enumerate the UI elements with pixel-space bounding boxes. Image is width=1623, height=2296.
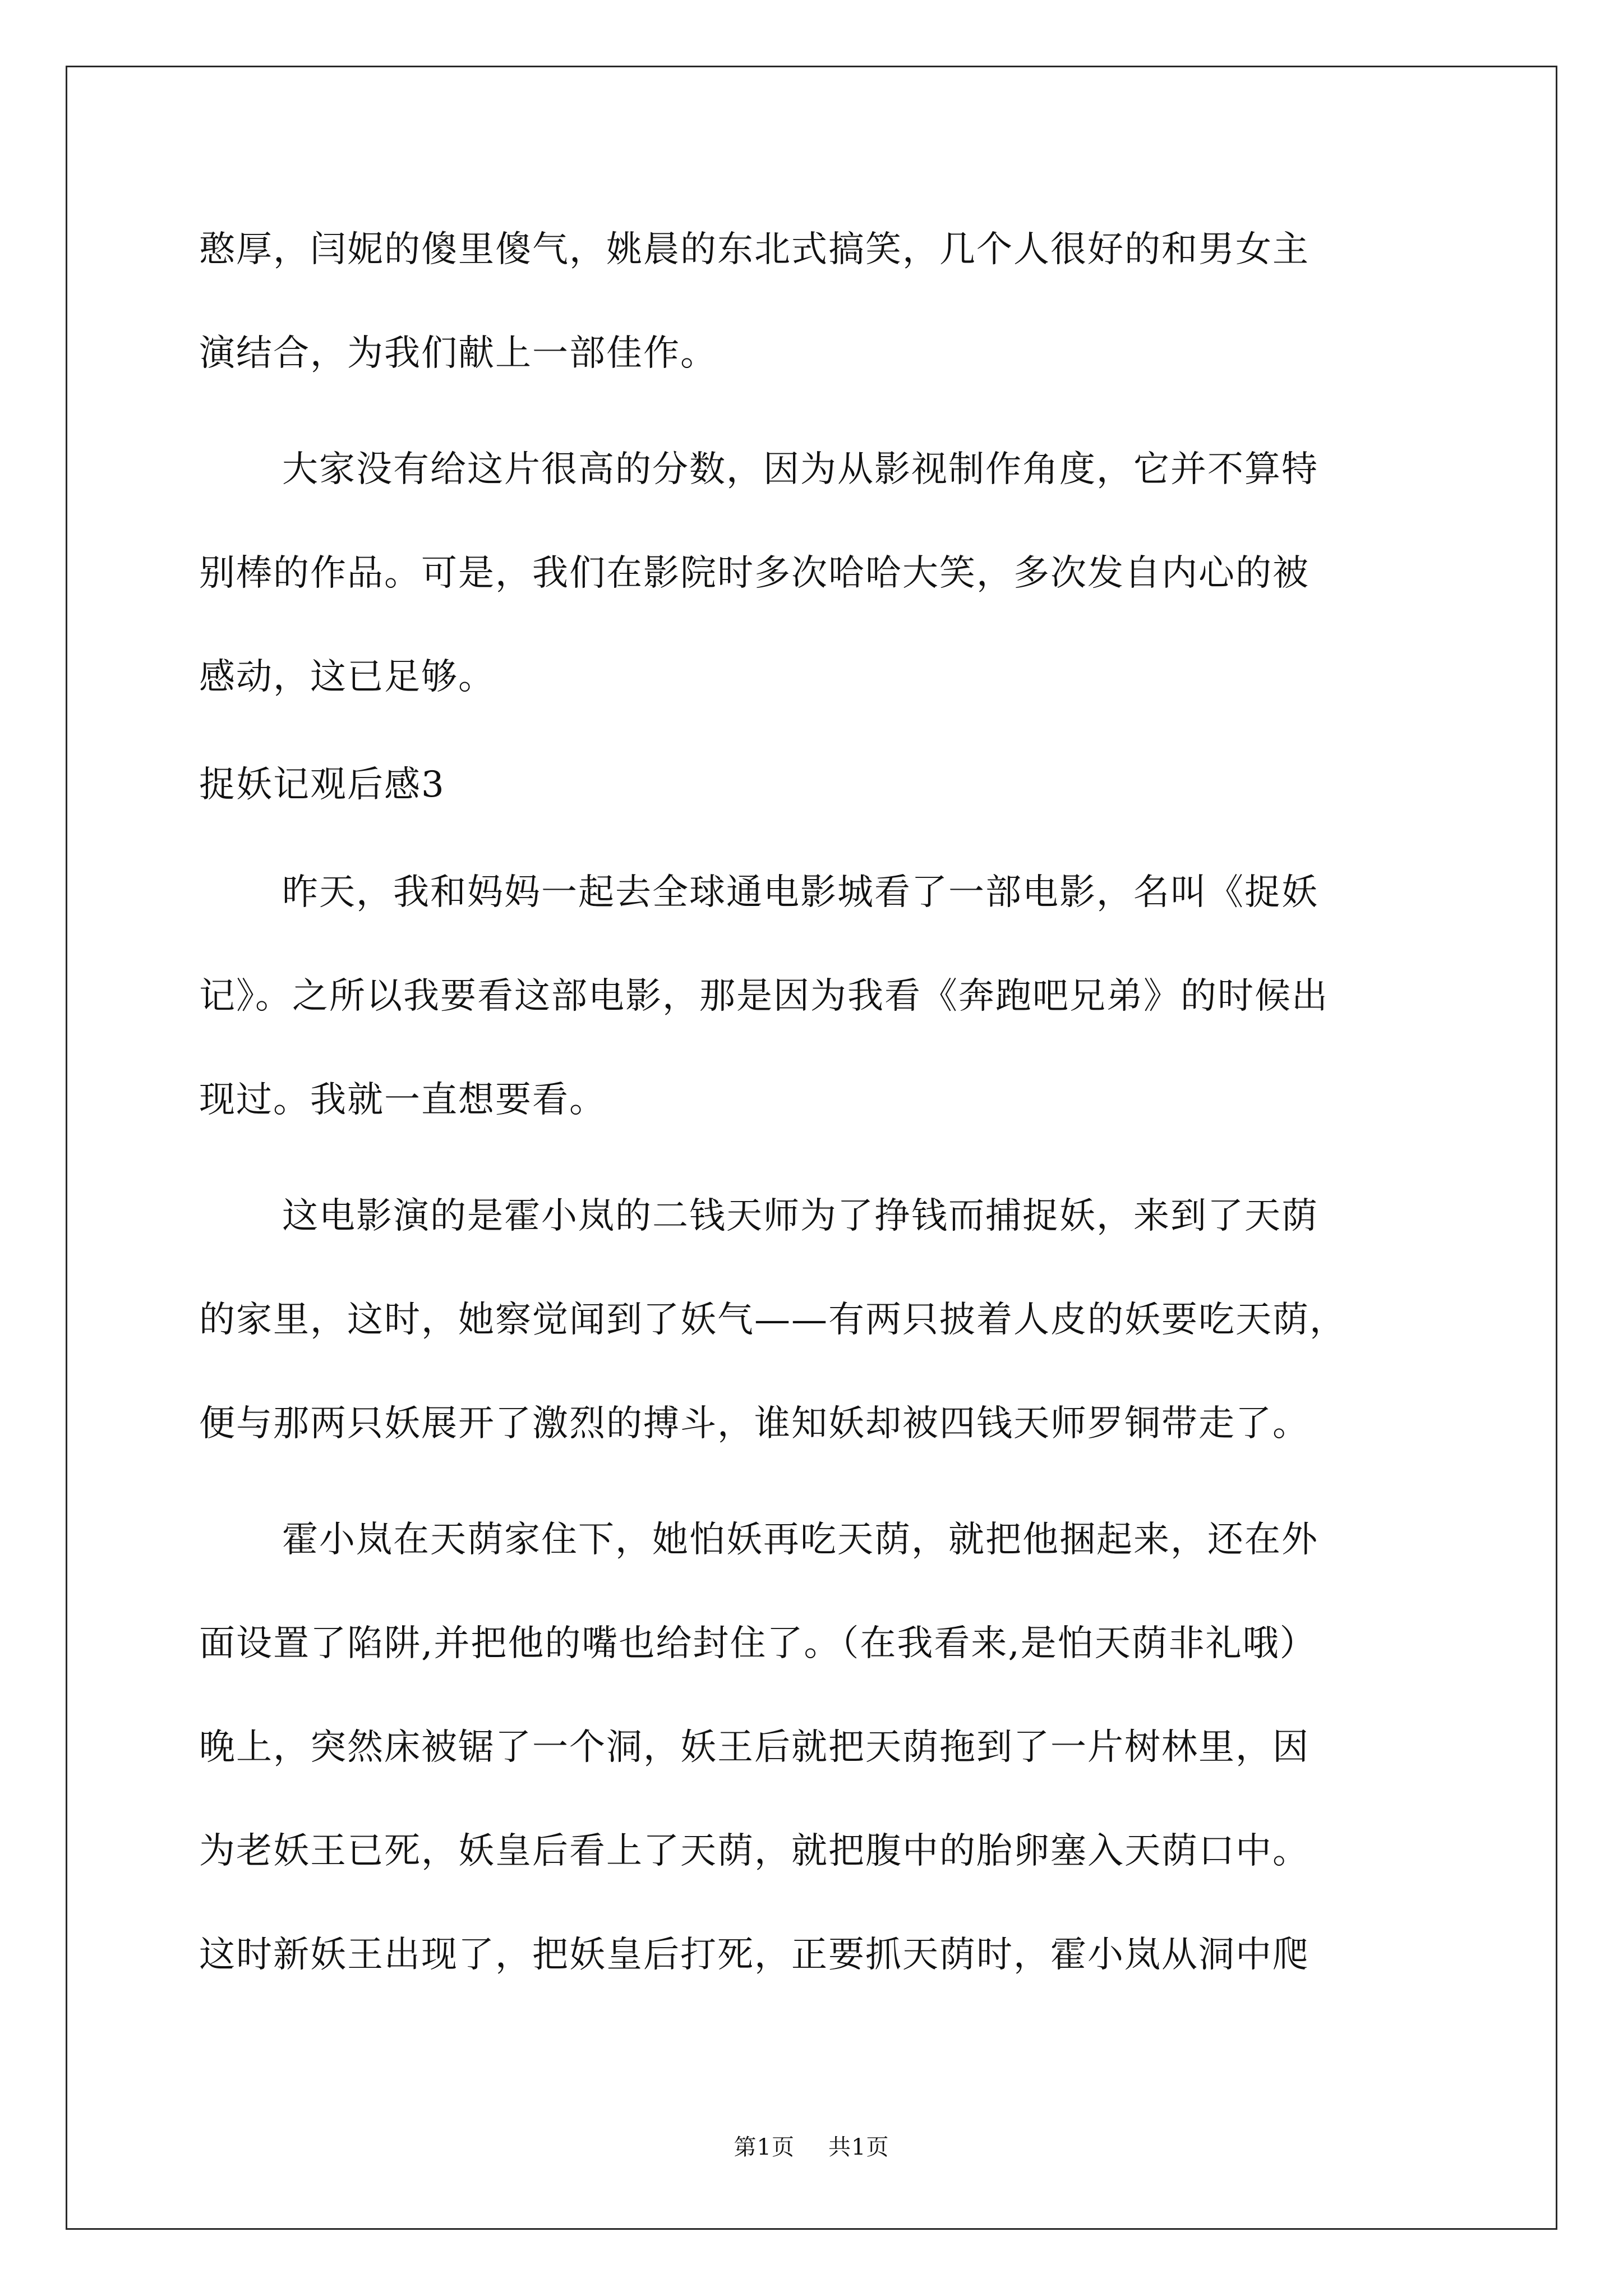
body-line: 憨厚，闫妮的傻里傻气，姚晨的东北式搞笑，几个人很好的和男女主 xyxy=(199,229,1310,270)
body-line: 的家里，这时，她察觉闻到了妖气——有两只披着人皮的妖要吃天荫， xyxy=(199,1299,1347,1341)
body-line: 别棒的作品。可是，我们在影院时多次哈哈大笑，多次发自内心的被 xyxy=(199,553,1310,594)
page-number-current: 第1页 xyxy=(734,2134,795,2160)
page-border xyxy=(66,66,1557,2230)
body-line: 晚上，突然床被锯了一个洞，妖王后就把天荫拖到了一片树林里，因 xyxy=(199,1727,1310,1768)
body-line: 这时新妖王出现了，把妖皇后打死，正要抓天荫时，霍小岚从洞中爬 xyxy=(199,1934,1310,1976)
page-number-total: 共1页 xyxy=(828,2134,889,2160)
body-line: 记》。之所以我要看这部电影，那是因为我看《奔跑吧兄弟》的时候出 xyxy=(199,976,1329,1017)
page-footer xyxy=(0,2129,1623,2161)
body-line: 昨天，我和妈妈一起去全球通电影城看了一部电影，名叫《捉妖 xyxy=(282,872,1318,913)
body-line: 现过。我就一直想要看。 xyxy=(199,1079,606,1121)
section-heading: 捉妖记观后感3 xyxy=(199,764,445,806)
body-line: 演结合，为我们献上一部佳作。 xyxy=(199,333,717,374)
body-line: 这电影演的是霍小岚的二钱天师为了挣钱而捕捉妖，来到了天荫 xyxy=(282,1195,1318,1237)
body-line: 大家没有给这片很高的分数，因为从影视制作角度，它并不算特 xyxy=(282,449,1318,490)
body-line: 便与那两只妖展开了激烈的搏斗，谁知妖却被四钱天师罗铜带走了。 xyxy=(199,1403,1310,1444)
body-line: 感动，这已足够。 xyxy=(199,656,495,698)
body-line: 为老妖王已死，妖皇后看上了天荫，就把腹中的胎卵塞入天荫口中。 xyxy=(199,1830,1310,1872)
body-line: 霍小岚在天荫家住下，她怕妖再吃天荫，就把他捆起来，还在外 xyxy=(282,1519,1318,1561)
body-line: 面设置了陷阱,并把他的嘴也给封住了。（在我看来,是怕天荫非礼哦） xyxy=(199,1623,1317,1664)
